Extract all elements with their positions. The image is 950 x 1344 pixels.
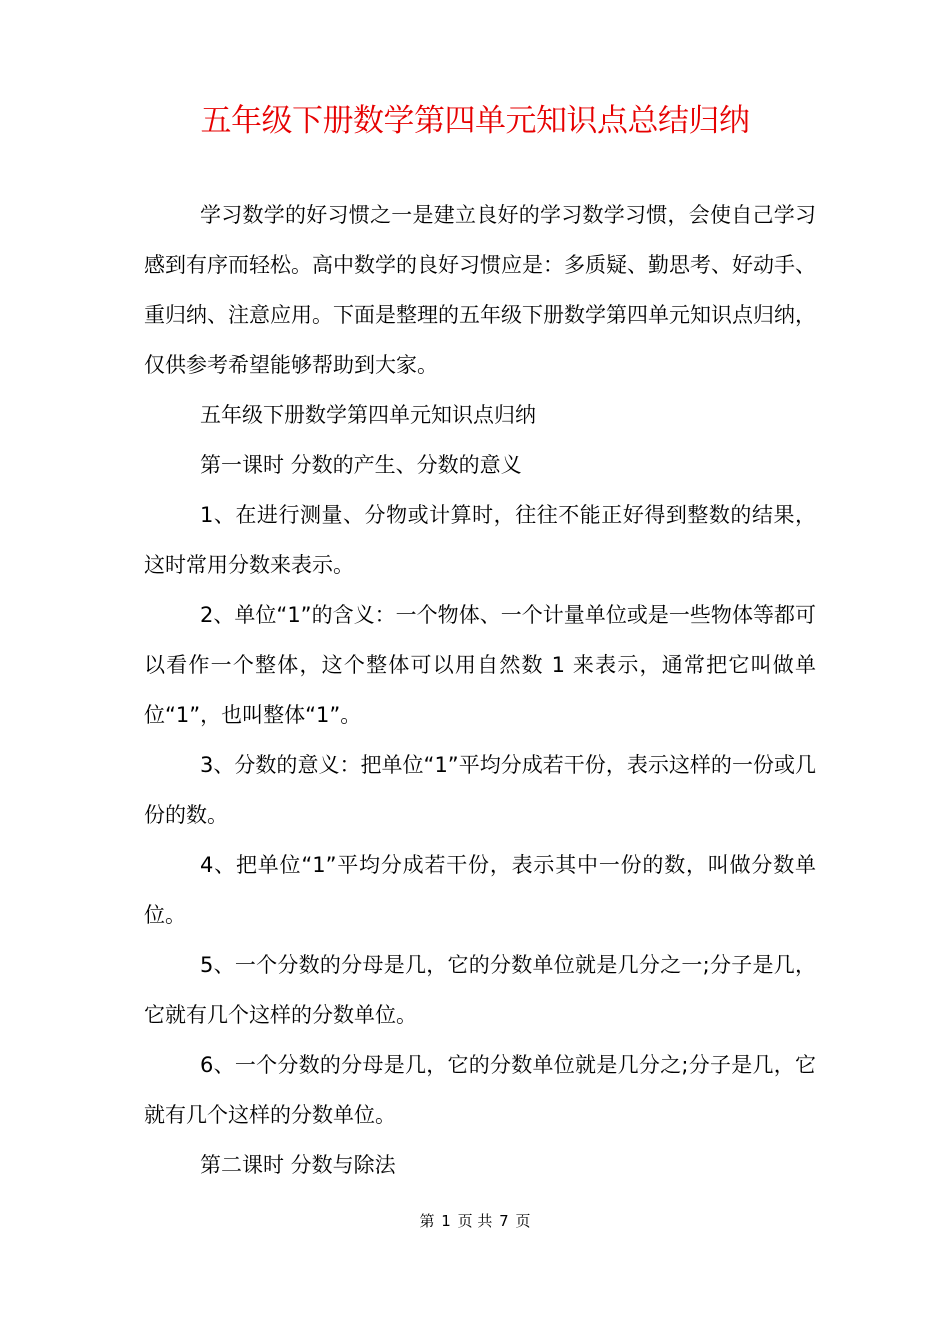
document-body	[144, 190, 816, 1190]
point-4: 4、把单位“1”平均分成若干份，表示其中一份的数，叫做分数单位。	[144, 853, 816, 927]
section-heading: 五年级下册数学第四单元知识点归纳	[200, 403, 536, 427]
lesson-heading-1: 第一课时 分数的产生、分数的意义	[200, 453, 522, 477]
point-3: 3、分数的意义：把单位“1”平均分成若干份，表示这样的一份或几份的数。	[144, 753, 816, 827]
lesson-heading-2: 第二课时 分数与除法	[200, 1153, 396, 1177]
point-6: 6、一个分数的分母是几，它的分数单位就是几分之;分子是几，它就有几个这样的分数单位。	[144, 1053, 816, 1127]
page-footer	[0, 1210, 950, 1232]
point-1: 1、在进行测量、分物或计算时，往往不能正好得到整数的结果，这时常用分数来表示。	[144, 503, 816, 577]
document-title: 五年级下册数学第四单元知识点总结归纳	[200, 103, 750, 139]
point-2: 2、单位“1”的含义：一个物体、一个计量单位或是一些物体等都可以看作一个整体，这个整体可以用自然数 1 来表示，通常把它叫做单位“1”，也叫整体“1”。	[144, 603, 816, 727]
footer-mid: 页 共	[457, 1212, 493, 1230]
footer-prefix: 第	[419, 1212, 435, 1230]
footer-current-page: 1	[441, 1212, 451, 1230]
point-5: 5、一个分数的分母是几，它的分数单位就是几分之一;分子是几，它就有几个这样的分数单位。	[144, 953, 816, 1027]
footer-total-pages: 7	[499, 1212, 509, 1230]
footer-suffix: 页	[515, 1212, 531, 1230]
intro-paragraph: 学习数学的好习惯之一是建立良好的学习数学习惯，会使自己学习感到有序而轻松。高中数学的良好习惯应是：多质疑、勤思考、好动手、重归纳、注意应用。下面是整理的五年级下册数学第四单元知识点归纳，仅供参考希望能够帮助到大家。	[144, 203, 816, 377]
